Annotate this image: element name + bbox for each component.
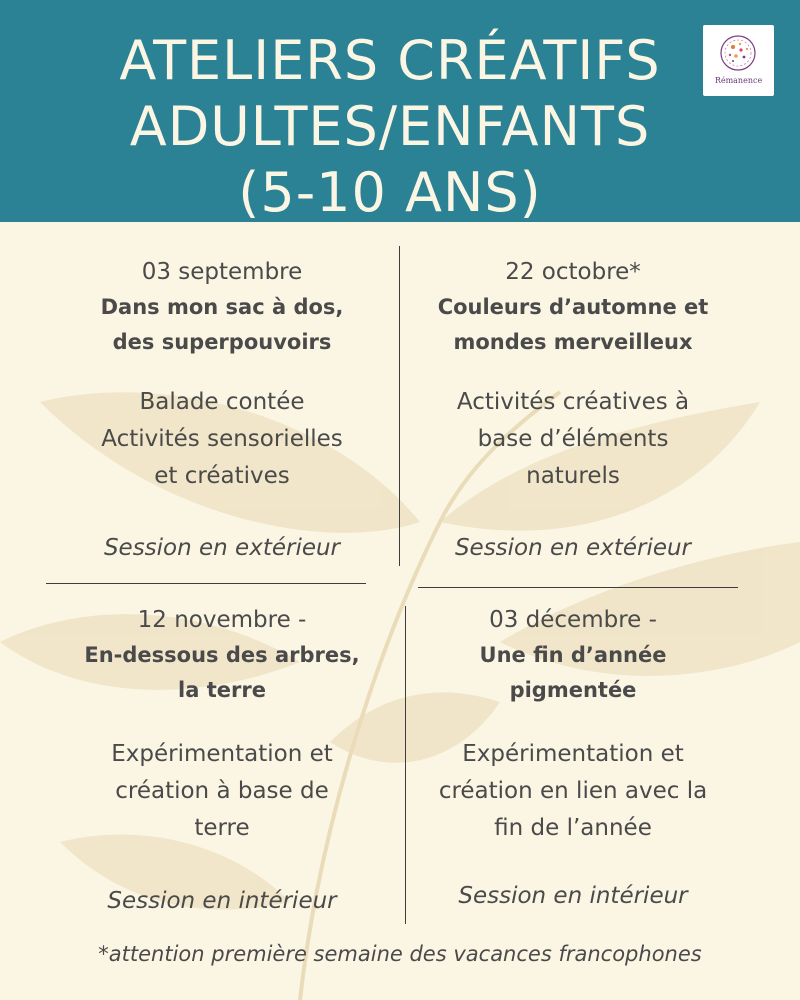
description-line1: Balade contée xyxy=(139,389,305,415)
session-theme-line1: Couleurs d’automne et xyxy=(437,295,709,319)
session-location: Session en extérieur xyxy=(103,535,341,561)
session-theme-line1: Dans mon sac à dos, xyxy=(100,295,344,319)
session-card-october xyxy=(393,256,753,566)
header-banner xyxy=(0,0,800,222)
description-line1: Expérimentation et xyxy=(462,741,684,767)
session-description xyxy=(42,736,402,847)
description-line1: Activités créatives à xyxy=(456,389,690,415)
description-line3: naturels xyxy=(526,463,620,489)
session-theme-line2: la terre xyxy=(178,678,266,702)
session-theme-line1: Une fin d’année xyxy=(479,643,667,667)
session-card-september xyxy=(42,256,402,566)
session-description xyxy=(393,736,753,847)
remanence-logo xyxy=(703,25,774,96)
footnote: *attention première semaine des vacances francophones xyxy=(98,942,702,966)
title-line-2: ADULTES/ENFANTS xyxy=(129,95,651,158)
session-description xyxy=(42,384,402,495)
session-location: Session en extérieur xyxy=(454,535,692,561)
description-line3: fin de l’année xyxy=(494,815,652,841)
session-description xyxy=(393,384,753,495)
description-line2: base d’éléments xyxy=(477,426,669,452)
horizontal-divider-right xyxy=(418,587,738,588)
session-location: Session en intérieur xyxy=(458,883,688,909)
logo-text: Rémanence xyxy=(714,76,763,85)
session-theme-line2: des superpouvoirs xyxy=(112,330,332,354)
session-theme-line2: mondes merveilleux xyxy=(453,330,693,354)
session-date: 22 octobre* xyxy=(505,259,641,285)
session-date: 12 novembre - xyxy=(137,607,307,633)
horizontal-divider-left xyxy=(46,583,366,584)
title-line-1: ATELIERS CRÉATIFS xyxy=(119,29,661,92)
description-line1: Expérimentation et xyxy=(111,741,333,767)
description-line3: et créatives xyxy=(154,463,290,489)
description-line2: Activités sensorielles xyxy=(101,426,343,452)
session-date: 03 septembre xyxy=(141,259,303,285)
session-card-december xyxy=(393,604,753,924)
logo-mark-icon xyxy=(703,25,774,96)
page-title xyxy=(0,28,780,226)
session-date: 03 décembre - xyxy=(489,607,657,633)
session-location: Session en intérieur xyxy=(107,888,337,914)
session-card-november xyxy=(42,604,402,924)
title-line-3: (5-10 ANS) xyxy=(238,161,542,224)
session-theme-line1: En-dessous des arbres, xyxy=(84,643,360,667)
session-theme-line2: pigmentée xyxy=(509,678,637,702)
description-line3: terre xyxy=(194,815,250,841)
description-line2: création à base de xyxy=(115,778,329,804)
description-line2: création en lien avec la xyxy=(438,778,708,804)
